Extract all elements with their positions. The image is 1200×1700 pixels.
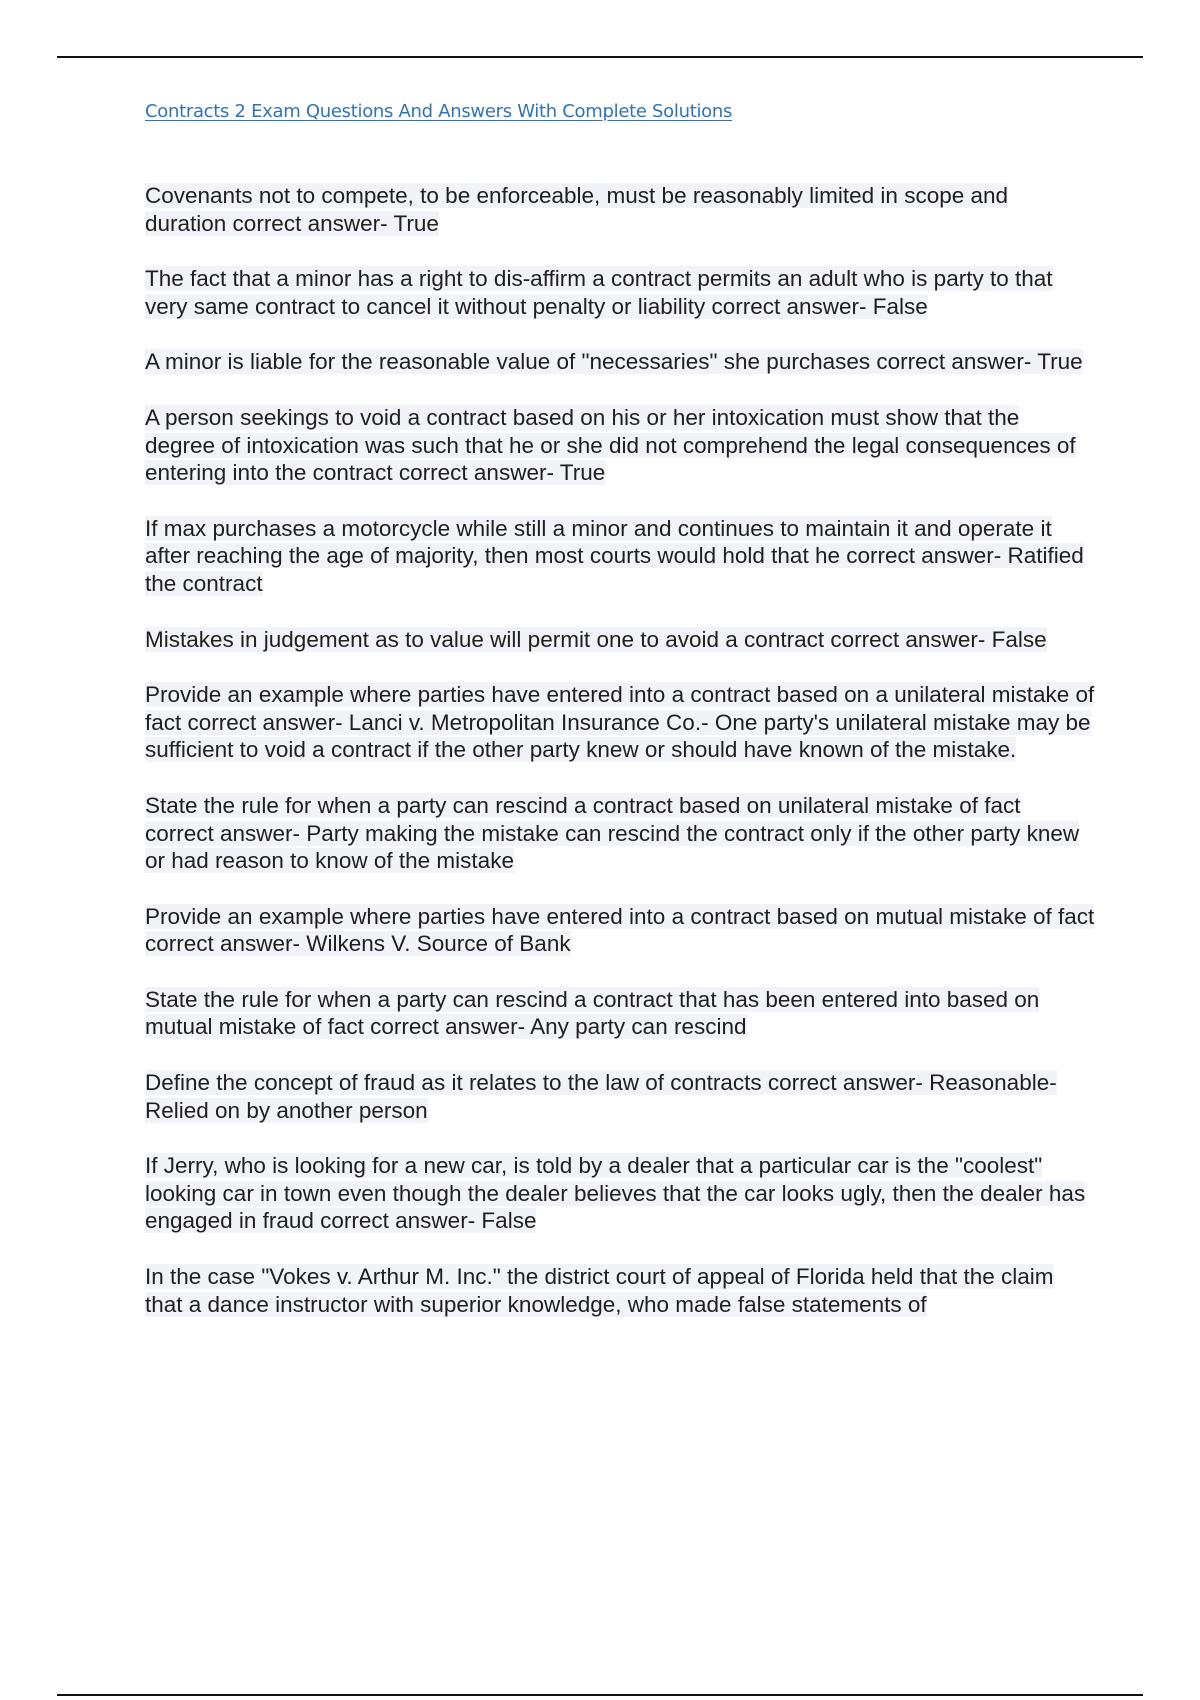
qa-text: A person seekings to void a contract based on his or her intoxication must show that the degree of intoxication was such that he or she did not comprehend the legal consequences of entering into the contract correct answer- True (145, 404, 1076, 486)
qa-item (145, 348, 1095, 376)
top-rule (57, 56, 1143, 58)
document-title-link[interactable]: Contracts 2 Exam Questions And Answers With Complete Solutions (145, 101, 733, 122)
qa-text: If max purchases a motorcycle while still a minor and continues to maintain it and operate it after reaching the age of majority, then most courts would hold that he correct answer- Ratified the contract (145, 515, 1084, 596)
qa-item (145, 404, 1095, 487)
qa-text: A minor is liable for the reasonable value of "necessaries" she purchases correct answer- True (145, 349, 1083, 375)
qa-text: Define the concept of fraud as it relates to the law of contracts correct answer- Reasonable- Relied on by another person (145, 1070, 1057, 1123)
qa-item (145, 515, 1095, 598)
qa-item (145, 1152, 1095, 1235)
qa-text: Provide an example where parties have entered into a contract based on mutual mistake of fact correct answer- Wilkens V. Source of Bank (145, 903, 1095, 957)
qa-text: The fact that a minor has a right to dis-affirm a contract permits an adult who is party to that very same contract to cancel it without penalty or liability correct answer- False (145, 266, 1053, 319)
qa-item (145, 182, 1095, 237)
bottom-rule (57, 1694, 1143, 1696)
qa-list (145, 182, 1095, 1346)
qa-item (145, 1069, 1095, 1124)
qa-item (145, 681, 1095, 764)
qa-text: State the rule for when a party can rescind a contract based on unilateral mistake of fact correct answer- Party making the mistake can rescind the contract only if the other party knew or had reason to know of the mistake (145, 792, 1080, 874)
qa-item (145, 1263, 1095, 1318)
qa-text: Covenants not to compete, to be enforceable, must be reasonably limited in scope and duration correct answer- True (145, 183, 1009, 236)
qa-text: State the rule for when a party can rescind a contract that has been entered into based on mutual mistake of fact correct answer- Any party can rescind (145, 986, 1040, 1040)
qa-item (145, 986, 1095, 1041)
qa-text: Mistakes in judgement as to value will permit one to avoid a contract correct answer- False (145, 626, 1047, 652)
qa-text: Provide an example where parties have entered into a contract based on a unilateral mistake of fact correct answer- Lanci v. Metropolitan Insurance Co.- One party's unilateral mistake may be sufficient to void a contract if the other party knew or should have known of the mistake. (145, 682, 1095, 763)
qa-text: In the case "Vokes v. Arthur M. Inc." the district court of appeal of Florida held that the claim that a dance instructor with superior knowledge, who made false statements of (145, 1264, 1054, 1317)
qa-item (145, 626, 1095, 654)
qa-item (145, 792, 1095, 875)
qa-item (145, 903, 1095, 958)
qa-text: If Jerry, who is looking for a new car, is told by a dealer that a particular car is the "coolest" looking car in town even though the dealer believes that the car looks ugly, then the dealer has engaged in fraud correct answer- False (145, 1153, 1086, 1234)
qa-item (145, 265, 1095, 320)
